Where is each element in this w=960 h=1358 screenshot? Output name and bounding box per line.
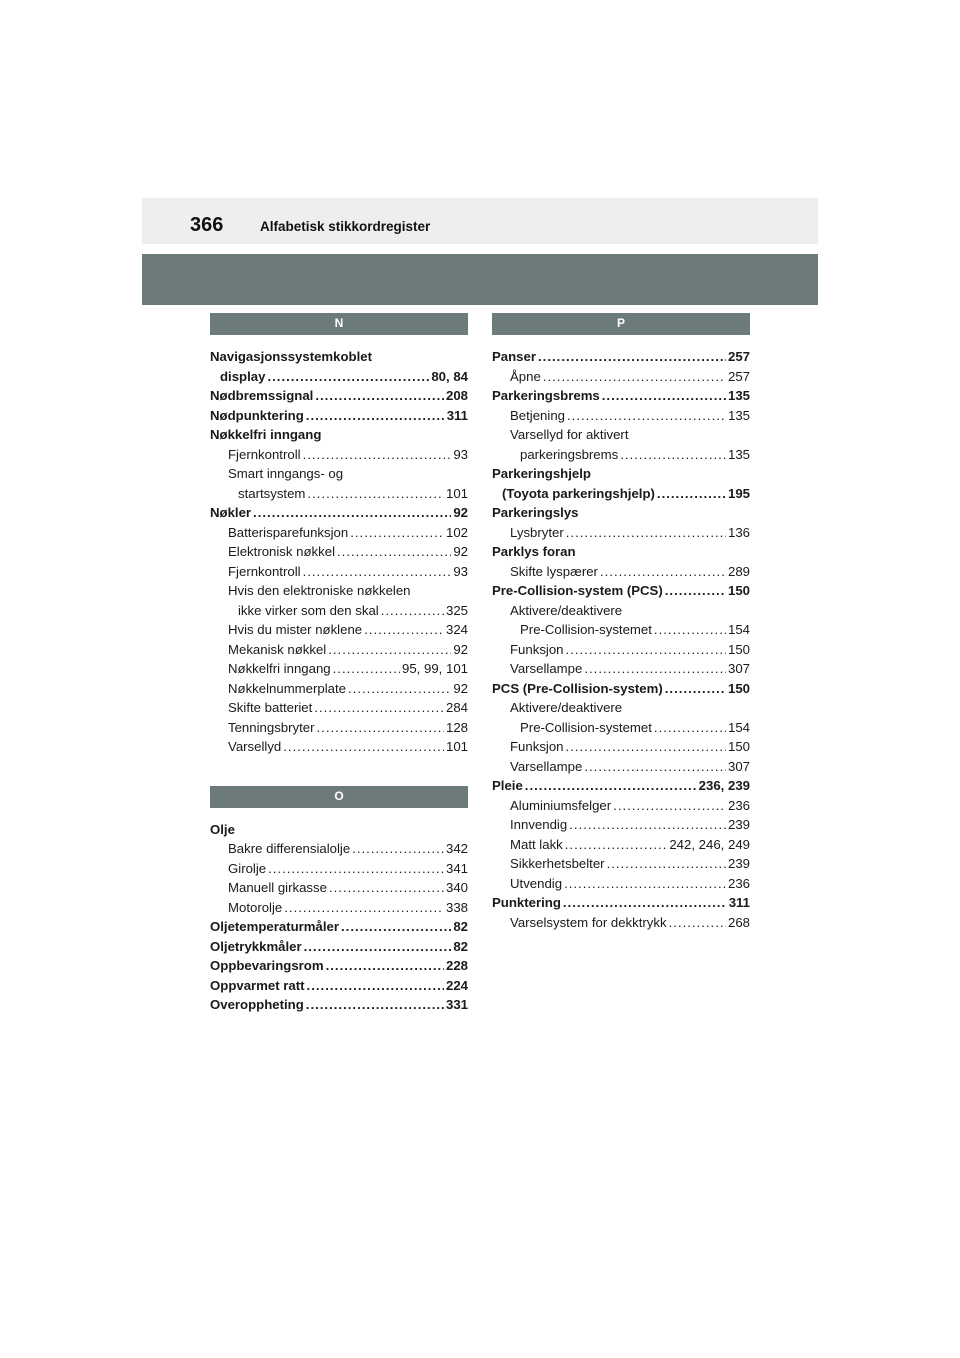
dot-leader [620,445,726,465]
dot-leader [600,562,726,582]
index-entry-pages: 338 [445,899,468,915]
dot-leader [306,995,444,1015]
index-entry [210,484,468,504]
index-entry [210,878,468,898]
index-entry-text: Navigasjonssystemkoblet [210,349,372,364]
letter-heading-o: O [210,786,468,808]
index-entry [492,835,750,855]
index-entry-text: Hvis du mister nøklene [228,622,363,637]
letter-heading-n: N [210,313,468,335]
dot-leader [566,523,726,543]
index-entry-pages: 224 [445,977,468,993]
index-entry-pages: 284 [445,700,468,715]
index-entry-text: Pleie [492,778,523,793]
index-entry-text: display [220,368,266,384]
index-entry-pages: 135 [727,446,750,462]
index-entry [492,913,750,933]
index-entry-text: (Toyota parkeringshjelp) [502,485,655,501]
index-section-p [492,347,750,932]
dot-leader [352,839,444,859]
index-column-right [492,313,750,932]
index-entry-text: Varsellampe [510,758,583,774]
dot-leader [364,620,444,640]
index-entry-pages: 311 [728,895,750,910]
index-entry-pages: 101 [445,485,468,501]
index-entry [210,698,468,718]
index-section-n [210,347,468,757]
dot-leader [333,659,400,679]
index-entry [492,347,750,367]
index-entry [210,406,468,426]
dot-leader [665,581,726,601]
index-entry-pages: 341 [445,860,468,876]
dot-leader [566,640,726,660]
index-entry-pages: 311 [446,407,468,423]
index-entry [210,562,468,582]
index-entry-text: Nødpunktering [210,407,304,423]
index-entry [210,898,468,918]
dot-leader [525,776,697,796]
index-entry [210,859,468,879]
index-entry-pages: 325 [445,602,468,618]
index-entry [210,976,468,996]
index-entry-text: Pre-Collision-systemet [520,719,652,735]
index-entry [210,347,468,367]
index-entry-pages: 135 [727,407,750,423]
dot-leader [564,874,726,894]
index-entry-pages: 340 [445,880,468,895]
index-entry-text: Aktivere/deaktivere [510,700,623,715]
index-entry-pages: 324 [445,622,468,637]
dot-leader [654,718,726,738]
dot-leader [569,815,726,835]
index-entry-pages: 93 [453,446,468,462]
index-entry [492,503,750,523]
index-entry-pages: 257 [727,349,750,364]
index-entry [492,718,750,738]
index-entry [492,815,750,835]
index-entry-pages: 289 [727,563,750,579]
index-entry-text: Batterisparefunksjon [228,524,349,540]
index-entry-text: Pre-Collision-system (PCS) [492,583,663,598]
index-entry-text: Nøkler [210,505,252,520]
index-entry-text: Matt lakk [510,836,563,852]
index-entry-pages: 95, 99, 101 [402,661,468,676]
index-entry-text: Varselsystem for dekktrykk [510,914,667,930]
dot-leader [341,917,451,937]
index-entry-text: Nøkkelfri inngang [228,661,331,676]
index-entry-pages: 92 [453,641,468,657]
index-entry [210,425,468,445]
dot-leader [304,937,452,957]
index-entry-text: Betjening [510,407,565,423]
index-entry [210,679,468,699]
index-entry-text: Aluminiumsfelger [510,797,612,813]
index-entry [492,854,750,874]
index-entry-text: Funksjon [510,739,564,754]
dot-leader [303,445,452,465]
index-entry-pages: 101 [445,739,468,754]
index-entry-pages: 236 [727,875,750,891]
index-entry [492,776,750,796]
index-entry [210,718,468,738]
index-entry-text: Hvis den elektroniske nøkkelen [228,583,411,598]
index-entry-text: Motorolje [228,899,283,915]
letter-heading-p: P [492,313,750,335]
index-entry [492,425,750,445]
index-entry-text: Nødbremssignal [210,388,314,403]
index-entry-pages: 135 [727,388,750,403]
index-entry-pages: 136 [727,524,750,540]
index-entry-pages: 208 [445,388,468,403]
index-entry [210,620,468,640]
index-entry [210,523,468,543]
index-entry-text: Fjernkontroll [228,446,301,462]
index-entry-text: Parkeringslys [492,505,579,520]
index-entry-pages: 242, 246, 249 [669,836,750,852]
dot-leader [613,796,726,816]
index-entry-text: Lysbryter [510,524,564,540]
index-entry-text: Oppvarmet ratt [210,977,305,993]
index-entry [210,995,468,1015]
index-entry-text: Elektronisk nøkkel [228,544,336,559]
page-number: 366 [190,214,224,236]
index-entry-text: parkeringsbrems [520,446,619,462]
dot-leader [563,893,727,913]
index-entry-pages: 92 [453,505,468,520]
index-entry-pages: 239 [727,856,750,871]
index-entry-text: PCS (Pre-Collision-system) [492,680,663,696]
index-entry-pages: 307 [727,758,750,774]
header-strip [142,198,818,244]
index-entry [492,679,750,699]
index-entry-pages: 82 [453,938,468,954]
index-entry-text: Overoppheting [210,997,304,1012]
index-entry-text: Åpne [510,368,541,384]
dot-leader [348,679,451,699]
index-entry [492,698,750,718]
dot-leader [268,859,444,879]
dot-leader [538,347,726,367]
dot-leader [314,698,444,718]
index-entry-text: Bakre differensialolje [228,841,351,856]
dot-leader [607,854,726,874]
dot-leader [566,737,726,757]
dot-leader [565,835,668,855]
index-entry-pages: 102 [445,524,468,540]
index-entry-text: ikke virker som den skal [238,602,379,618]
index-entry [210,601,468,621]
dot-leader [337,542,451,562]
index-entry-pages: 80, 84 [431,368,468,384]
index-entry-text: Parkeringsbrems [492,388,600,403]
index-entry-text: Nøkkelnummerplate [228,680,346,696]
index-entry-pages: 128 [445,719,468,735]
index-entry-pages: 257 [727,368,750,384]
index-entry-pages: 92 [453,544,468,559]
index-entry-pages: 82 [453,919,468,934]
section-banner [142,254,818,305]
index-entry-text: Varsellampe [510,661,583,676]
index-entry-pages: 342 [445,841,468,856]
index-entry-text: Nøkkelfri inngang [210,427,322,442]
index-entry-text: Funksjon [510,641,564,657]
dot-leader [307,976,444,996]
index-entry-text: Oljetrykkmåler [210,938,302,954]
index-entry-text: Oljetemperaturmåler [210,919,339,934]
dot-leader [669,913,726,933]
index-entry [492,737,750,757]
dot-leader [567,406,726,426]
index-entry-pages: 331 [445,997,468,1012]
index-entry [210,640,468,660]
dot-leader [315,386,444,406]
dot-leader [657,484,726,504]
index-entry-text: Parklys foran [492,544,576,559]
index-entry [210,659,468,679]
index-entry-text: Innvendig [510,817,568,832]
index-entry [492,659,750,679]
index-entry-text: Manuell girkasse [228,880,327,895]
index-entry-text: Olje [210,821,235,837]
index-entry-text: Skifte lyspærer [510,563,598,579]
index-entry-pages: 150 [727,739,750,754]
index-entry-text: Punktering [492,895,561,910]
index-entry-pages: 307 [727,661,750,676]
index-entry [492,581,750,601]
dot-leader [283,737,444,757]
dot-leader [306,406,445,426]
dot-leader [329,878,444,898]
dot-leader [284,898,444,918]
index-entry-pages: 154 [727,719,750,735]
index-entry-text: Parkeringshjelp [492,466,591,481]
index-entry [210,367,468,387]
index-entry [492,796,750,816]
index-entry-pages: 228 [445,958,468,973]
dot-leader [253,503,451,523]
index-entry [492,406,750,426]
index-entry [210,503,468,523]
index-entry [492,757,750,777]
dot-leader [543,367,726,387]
index-entry-text: Tenningsbryter [228,719,315,735]
index-entry-pages: 154 [727,622,750,637]
index-entry [210,956,468,976]
index-entry-text: Fjernkontroll [228,563,301,579]
index-entry-text: Panser [492,349,536,364]
index-entry [492,562,750,582]
index-entry [210,464,468,484]
index-entry-text: Mekanisk nøkkel [228,641,327,657]
index-entry-text: Varsellyd [228,739,282,754]
index-entry-text: Smart inngangs- og [228,466,344,481]
index-entry [492,367,750,387]
index-entry-text: Varsellyd for aktivert [510,427,629,442]
index-entry [492,874,750,894]
dot-leader [584,659,726,679]
index-entry-pages: 150 [727,641,750,657]
dot-leader [654,620,726,640]
index-entry-pages: 150 [727,583,750,598]
index-entry [210,542,468,562]
index-entry-text: startsystem [238,485,306,501]
index-entry-text: Pre-Collision-systemet [520,622,652,637]
running-title: Alfabetisk stikkordregister [260,219,431,234]
index-entry [210,386,468,406]
index-entry [210,917,468,937]
index-column-left [210,313,468,1015]
index-entry-pages: 93 [453,563,468,579]
dot-leader [267,367,429,387]
dot-leader [381,601,444,621]
index-entry-pages: 239 [727,817,750,832]
index-entry [492,542,750,562]
index-entry [210,820,468,840]
index-entry [210,737,468,757]
index-entry [492,464,750,484]
index-entry-pages: 236 [727,797,750,813]
index-entry [210,839,468,859]
index-entry-text: Sikkerhetsbelter [510,856,605,871]
dot-leader [665,679,726,699]
index-section-o [210,820,468,1015]
index-entry-pages: 92 [453,680,468,696]
dot-leader [602,386,726,406]
index-entry-pages: 268 [727,914,750,930]
index-entry-text: Girolje [228,860,267,876]
index-entry [210,937,468,957]
index-entry [492,484,750,504]
index-entry [492,445,750,465]
index-entry [492,601,750,621]
dot-leader [350,523,444,543]
index-entry [210,445,468,465]
index-entry-pages: 150 [727,680,750,696]
index-entry [492,893,750,913]
index-entry-text: Skifte batteriet [228,700,313,715]
index-entry-text: Oppbevaringsrom [210,958,324,973]
dot-leader [328,640,451,660]
index-entry-pages: 195 [727,485,750,501]
dot-leader [307,484,444,504]
index-entry [492,523,750,543]
index-entry [492,386,750,406]
index-entry [492,640,750,660]
dot-leader [317,718,444,738]
index-entry-text: Utvendig [510,875,563,891]
index-entry [210,581,468,601]
index-entry-text: Aktivere/deaktivere [510,602,623,618]
dot-leader [303,562,452,582]
dot-leader [326,956,444,976]
index-entry-pages: 236, 239 [698,778,750,793]
index-entry [492,620,750,640]
dot-leader [584,757,726,777]
